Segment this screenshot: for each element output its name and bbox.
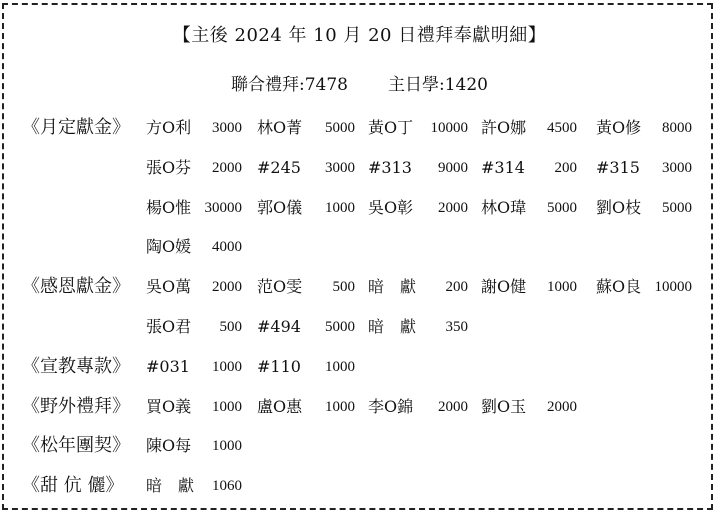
donation-amount: 1000 bbox=[212, 399, 242, 415]
donation-amount: 1000 bbox=[325, 359, 355, 375]
donation-amount: 200 bbox=[554, 160, 577, 176]
offering-row bbox=[0, 315, 719, 339]
donation-amount: 10000 bbox=[430, 120, 468, 136]
donor-name: 暗 獻 bbox=[368, 317, 417, 336]
donation-amount: 30000 bbox=[204, 200, 242, 216]
page-title: 【主後 2024 年 10 月 20 日禮拜奉獻明細】 bbox=[172, 25, 547, 46]
donation-amount: 1060 bbox=[212, 478, 242, 494]
offering-row bbox=[0, 434, 719, 458]
donor-name: 吳O彰 bbox=[368, 198, 414, 217]
donation-amount: 1000 bbox=[547, 279, 577, 295]
donor-name: 陳O每 bbox=[146, 436, 192, 455]
donation-amount: 2000 bbox=[438, 399, 468, 415]
offering-row bbox=[0, 474, 719, 498]
donation-amount: 5000 bbox=[547, 200, 577, 216]
donor-name: #110 bbox=[257, 357, 301, 376]
donor-name: 黃O修 bbox=[596, 118, 642, 137]
donation-amount: 2000 bbox=[547, 399, 577, 415]
donation-amount: 200 bbox=[445, 279, 468, 295]
donor-name: #313 bbox=[368, 158, 412, 177]
offering-row bbox=[0, 355, 719, 379]
offering-row bbox=[0, 395, 719, 419]
donor-name: 劉O枝 bbox=[596, 198, 642, 217]
donor-name: 吳O萬 bbox=[146, 277, 192, 296]
donation-amount: 1000 bbox=[212, 438, 242, 454]
donation-amount: 1000 bbox=[212, 359, 242, 375]
donation-amount: 3000 bbox=[662, 160, 692, 176]
donation-amount: 350 bbox=[445, 319, 468, 335]
donation-amount: 3000 bbox=[212, 120, 242, 136]
donor-name: 劉O玉 bbox=[481, 397, 527, 416]
donation-amount: 1000 bbox=[325, 200, 355, 216]
donation-amount: 3000 bbox=[325, 160, 355, 176]
donation-amount: 10000 bbox=[654, 279, 692, 295]
donor-name: 陶O媛 bbox=[146, 237, 192, 256]
donor-name: 郭O儀 bbox=[257, 198, 303, 217]
category-label: 《感恩獻金》 bbox=[22, 276, 130, 297]
offering-row bbox=[0, 156, 719, 180]
category-label: 《甜 伉 儷》 bbox=[22, 475, 124, 496]
donation-amount: 4500 bbox=[547, 120, 577, 136]
donor-name: 蘇O良 bbox=[596, 277, 642, 296]
donation-amount: 4000 bbox=[212, 239, 242, 255]
donation-amount: 2000 bbox=[212, 160, 242, 176]
donor-name: 買O義 bbox=[146, 397, 192, 416]
donor-name: 林O瑋 bbox=[481, 198, 527, 217]
donor-name: 林O菁 bbox=[257, 118, 303, 137]
donor-name: 范O雯 bbox=[257, 277, 303, 296]
category-label: 《月定獻金》 bbox=[22, 117, 130, 138]
category-label: 《宣教專款》 bbox=[22, 356, 130, 377]
category-label: 《松年團契》 bbox=[22, 435, 130, 456]
donation-amount: 9000 bbox=[438, 160, 468, 176]
sunday-school-attendance: 主日學:1420 bbox=[388, 75, 488, 95]
donor-name: 暗 獻 bbox=[368, 277, 417, 296]
donation-amount: 500 bbox=[219, 319, 242, 335]
donation-amount: 8000 bbox=[662, 120, 692, 136]
attendance-line bbox=[0, 70, 719, 95]
donor-name: 許O娜 bbox=[481, 118, 527, 137]
donor-name: #314 bbox=[481, 158, 525, 177]
offering-row bbox=[0, 235, 719, 259]
offering-row bbox=[0, 275, 719, 299]
donation-amount: 5000 bbox=[325, 319, 355, 335]
donation-amount: 1000 bbox=[325, 399, 355, 415]
donor-name: 李O錦 bbox=[368, 397, 414, 416]
donor-name: 楊O惟 bbox=[146, 198, 192, 217]
donation-amount: 2000 bbox=[212, 279, 242, 295]
donation-amount: 5000 bbox=[325, 120, 355, 136]
donor-name: #245 bbox=[257, 158, 301, 177]
donation-amount: 2000 bbox=[438, 200, 468, 216]
donor-name: 謝O健 bbox=[481, 277, 527, 296]
donation-amount: 5000 bbox=[662, 200, 692, 216]
donation-amount: 500 bbox=[332, 279, 355, 295]
offering-row bbox=[0, 116, 719, 140]
donor-name: 方O利 bbox=[146, 118, 192, 137]
donor-name: 張O君 bbox=[146, 317, 192, 336]
donor-name: 黃O丁 bbox=[368, 118, 414, 137]
donor-name: #031 bbox=[146, 357, 190, 376]
donor-name: #315 bbox=[596, 158, 640, 177]
donor-name: 盧O惠 bbox=[257, 397, 303, 416]
joint-service-attendance: 聯合禮拜:7478 bbox=[231, 75, 348, 95]
category-label: 《野外禮拜》 bbox=[22, 396, 130, 417]
donor-name: #494 bbox=[257, 317, 301, 336]
donor-name: 暗 獻 bbox=[146, 476, 195, 495]
donor-name: 張O芬 bbox=[146, 158, 192, 177]
offering-row bbox=[0, 196, 719, 220]
